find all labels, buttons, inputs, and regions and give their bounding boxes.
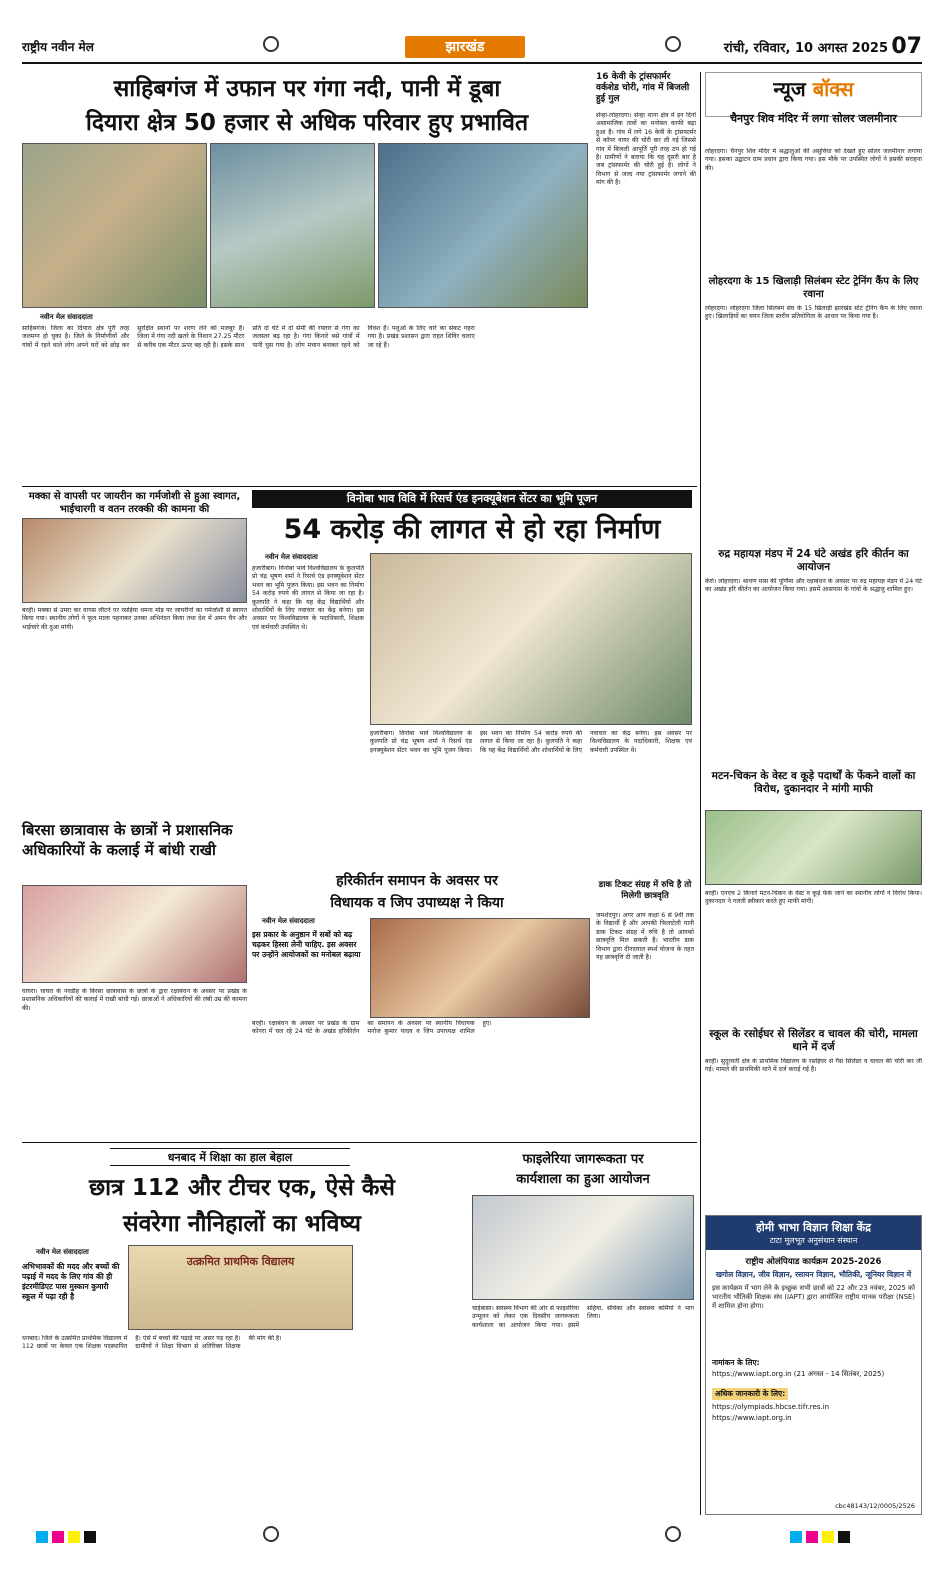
ad-subtitle: टाटा मूलभूत अनुसंधान संस्थान: [769, 1236, 858, 1245]
cyan-swatch: [36, 1531, 48, 1543]
dhanbad-body: धनबाद। जिले के उत्क्रमित प्राथमिक विद्यालय में 112 छात्रों पर केवल एक शिक्षक पदस्थापित हैं। ऐसे में बच्चों की पढ़ाई पर असर पड़ रहा है। ग्रामीणों ने शिक्षा विभाग से अतिरिक्त शिक्षक की मांग की है।: [22, 1335, 282, 1351]
school-sign-text: उत्क्रमित प्राथमिक विद्यालय: [186, 1255, 295, 1268]
lead-photo-3: [378, 143, 588, 308]
registration-mark-icon: [665, 36, 681, 52]
vinoba-photo: [370, 553, 692, 725]
harikirtan-pullquote: इस प्रकार के अनुष्ठान में सबों को बढ़ चढ़कर हिस्सा लेनी चाहिए. इस अवसर पर उन्होंने आयोजकों का मनोबल बढ़ाया: [252, 930, 361, 959]
newsbox-item-4-body: बरही। एनएच 2 किनारे मटन-चिकन के वेस्ट व कूड़े फेंके जाने का स्थानीय लोगों ने विरोध किया। दुकानदार ने गलती स्वीकार करते हुए माफी मांगी।: [705, 890, 922, 906]
news-box-title-b: बॉक्स: [812, 77, 854, 101]
dak-body: जमशेदपुर। अगर आप कक्षा 6 से 9वीं तक के विद्यार्थी हैं और आपकी फिलाटेली यानी डाक टिकट संग्रह में रुचि है तो आपको छात्रवृत्ति मिल सकती है। भारतीय डाक विभाग द्वारा दीनदयाल स्पर्श योजना के तहत यह छात्रवृत्ति दी जाती है।: [596, 912, 694, 962]
dhanbad-headline-line1: छात्र 112 और टीचर एक, ऐसे कैसे: [89, 1175, 395, 1201]
dhanbad-headline-line2: संवरेगा नौनिहालों का भविष्य: [123, 1211, 361, 1237]
magenta-swatch: [52, 1531, 64, 1543]
lead-byline: नवीन मेल संवाददाता: [40, 313, 93, 321]
side-story-headline: 16 केवी के ट्रांसफार्मर वर्कशेड चोरी, गांव में बिजली हुई गुल: [596, 72, 690, 104]
ad-subjects: खगोल विज्ञान, जीव विज्ञान, रसायन विज्ञान, भौतिकी, जूनियर विज्ञान में: [715, 1270, 912, 1279]
vinoba-byline: नवीन मेल संवाददाता: [265, 553, 318, 561]
newsbox-item-2-body: लोहरदगा। लोहरदगा जिला सिलंबम संघ के 15 खिलाड़ी झारखंड स्टेट ट्रेनिंग कैंप के लिए रवाना हुए। खिलाड़ियों का चयन जिला स्तरीय प्रतियोगिता के आधार पर किया गया है।: [705, 305, 922, 321]
harikirtan-headline-line2: विधायक व जिप उपाध्यक्ष ने किया: [330, 895, 504, 911]
dhanbad-pullquote: अभिभावकों की मदद और बच्चों की पढ़ाई में मदद के लिए गांव की ही इंटरमीडिएट पास मुस्कान कुमारी स्कूल में पढ़ा रही है: [22, 1262, 120, 1301]
black-swatch: [84, 1531, 96, 1543]
mecca-body: बरही। मक्का से उमरा कर वापस लौटने पर रसोईया धमना मोड़ पर जायरीनों का गर्मजोशी से स्वागत किया गया। स्थानीय लोगों ने फूल माला पहनाकर उनका अभिनंदन किया तथा देश में अमन चैन और भाईचारे की दुआ मांगी।: [22, 607, 247, 631]
mecca-photo: [22, 518, 247, 603]
cyan-swatch: [790, 1531, 802, 1543]
column-divider: [700, 72, 701, 1515]
ad-enroll-label: नामांकन के लिए:: [712, 1358, 760, 1367]
filaria-headline: [472, 1150, 694, 1190]
ad-hbcse-link[interactable]: https://olympiads.hbcse.tifr.res.in: [712, 1403, 830, 1411]
vinoba-body: हजारीबाग। विनोबा भावे विश्वविद्यालय के कुलपति प्रो चंद्र भूषण शर्मा ने रिसर्च एंड इनक्यूबेशन सेंटर भवन का भूमि पूजन किया। इस भवन का निर्माण 54 करोड़ रुपये की लागत से किया जा रहा है। कुलपति ने कहा कि यह केंद्र विद्यार्थियों और शोधार्थियों के लिए नवाचार का केंद्र बनेगा। इस अवसर पर विश्वविद्यालय के पदाधिकारी, शिक्षक एवं कर्मचारी उपस्थित थे।: [252, 565, 364, 631]
ad-header: [706, 1216, 921, 1250]
side-story-body: सेन्हा-लोहरदगा। सेन्हा थाना क्षेत्र में इन दिनों असामाजिक तत्वों का मनोबल काफी बढ़ा हुआ है। गांव में लगे 16 केवी के ट्रांसफार्मर से कॉपर वायर की चोरी कर ली गई जिससे गांव में बिजली आपूर्ति पूरी तरह ठप हो गई है। ग्रामीणों ने बताया कि यह दूसरी बार है जब ट्रांसफार्मर की चोरी हुई है। लोगों ने विभाग से जल्द नया ट्रांसफार्मर लगाने की मांग की है।: [596, 112, 696, 187]
dhanbad-byline: नवीन मेल संवाददाता: [36, 1248, 89, 1256]
birsa-photo: [22, 885, 247, 983]
newsbox-item-2-headline: लोहरदगा के 15 खिलाड़ी सिलंबम स्टेट ट्रेनिंग कैंप के लिए रवाना: [708, 276, 919, 300]
ad-code: cbc48143/12/0005/2526: [835, 1502, 915, 1510]
newsbox-item-1-headline: चैनपुर शिव मंदिर में लगा सोलर जलमीनार: [730, 112, 897, 125]
print-color-bar: [790, 1528, 854, 1542]
yellow-swatch: [822, 1531, 834, 1543]
news-box-title-a: न्यूज: [773, 77, 813, 101]
dhanbad-photo: [128, 1245, 353, 1330]
newsbox-item-3-headline: रुद्र महायज्ञ मंडप में 24 घंटे अखंड हरि कीर्तन का आयोजन: [718, 548, 909, 573]
ad-more-label: अधिक जानकारी के लिए:: [712, 1388, 788, 1400]
newsbox-item-5-headline: स्कूल के रसोईघर से सिलेंडर व चावल की चोरी, मामला थाने में दर्ज: [709, 1028, 918, 1053]
harikirtan-body: बरही। रक्षाबंधन के अवसर पर प्रखंड के ग्राम कोनरा में चल रहे 24 घंटे के अखंड हरिकीर्तन का समापन के अवसर पर स्थानीय विधायक मनोज कुमार यादव व जिप उपाध्यक्ष शामिल हुए।: [252, 1020, 492, 1036]
lead-photo-2: [210, 143, 375, 308]
filaria-body: चाईबासा। स्वास्थ्य विभाग की ओर से फाइलेरिया उन्मूलन को लेकर एक दिवसीय जागरूकता कार्यशाला का आयोजन किया गया। इसमें सहिया, सेविका और स्वास्थ्य कर्मियों ने भाग लिया।: [472, 1305, 694, 1329]
filaria-headline-line1: फाइलेरिया जागरूकता पर: [522, 1152, 644, 1167]
mecca-headline: मक्का से वापसी पर जायरीन का गर्मजोशी से हुआ स्वागत, भाईचारगी व वतन तरक्की की कामना की: [28, 491, 241, 515]
dak-headline: डाक टिकट संग्रह में रुचि है तो मिलेगी छात्रवृति: [598, 880, 692, 901]
ad-iapt-link[interactable]: https://www.iapt.org.in: [712, 1414, 792, 1422]
dhanbad-banner: धनबाद में शिक्षा का हाल बेहाल: [110, 1148, 350, 1166]
ad-title: होमी भाभा विज्ञान शिक्षा केंद्र: [756, 1221, 871, 1234]
newsbox-item-4-photo: [705, 810, 922, 885]
newsbox-item-5-body: बरही। सुदूरवर्ती क्षेत्र के प्राथमिक विद्यालय के रसोईघर से गैस सिलेंडर व चावल की चोरी कर ली गई। मामले की प्राथमिकी थाने में दर्ज कराई गई है।: [705, 1058, 922, 1074]
vinoba-banner: विनोबा भाव विवि में रिसर्च एंड इनक्यूबेशन सेंटर का भूमि पूजन: [252, 490, 692, 508]
harikirtan-byline: नवीन मेल संवाददाता: [262, 917, 315, 925]
hbcse-advertisement: [705, 1215, 922, 1515]
magenta-swatch: [806, 1531, 818, 1543]
black-swatch: [838, 1531, 850, 1543]
newsbox-item-4-headline: मटन-चिकन के वेस्ट व कूड़े पदार्थों के फेंकने वालों का विरोध, दुकानदार ने मांगी माफी: [711, 770, 916, 795]
registration-mark-icon: [263, 36, 279, 52]
newsbox-item-1-body: लोहरदगा। चैनपुर शिव मंदिर में श्रद्धालुओं की असुविधा को देखते हुए सोलर जलमीनार लगाया गया। इसका उद्घाटन ग्राम प्रधान द्वारा किया गया। इस मौके पर उपस्थित लोगों ने इसकी सराहना की।: [705, 148, 922, 172]
dateline: रांची, रविवार, 10 अगस्त 2025: [723, 41, 888, 56]
ad-enroll-link[interactable]: https://www.iapt.org.in (21 अगस्त - 14 सितंबर, 2025): [712, 1370, 885, 1378]
registration-mark-icon: [263, 1526, 279, 1542]
lead-headline-line2: दियारा क्षेत्र 50 हजार से अधिक परिवार हुए प्रभावित: [85, 110, 529, 136]
registration-mark-icon: [665, 1526, 681, 1542]
dhanbad-headline: [22, 1170, 462, 1242]
ad-program: राष्ट्रीय ओलंपियाड कार्यक्रम 2025-2026: [745, 1257, 882, 1267]
section-divider: [22, 1142, 697, 1143]
birsa-body: घाघरा। घाघरा के नवडीह के बिरसा छात्रावास के छात्रों के द्वारा रक्षाबंधन के अवसर पर प्रखंड के प्रशासनिक अधिकारियों की कलाई में राखी बांधी गई। छात्राओं ने अधिकारियों की लंबी उम्र की कामना की।: [22, 988, 247, 1012]
news-box-header: [705, 72, 922, 117]
newsbox-item-3-body: केरो। लोहरदगा। श्रावण मास की पूर्णिमा और रक्षाबंधन के अवसर पर रुद्र महायज्ञ मंडप में 24 घंटे का अखंड हरि कीर्तन का आयोजन किया गया। इसमें आसपास के गांवों के श्रद्धालु शामिल हुए।: [705, 578, 922, 594]
birsa-headline: बिरसा छात्रावास के छात्रों ने प्रशासनिक अधिकारियों के कलाई में बांधी राखी: [22, 821, 233, 859]
masthead: [22, 34, 922, 64]
print-color-bar: [36, 1528, 100, 1542]
lead-photo-1: [22, 143, 207, 308]
vinoba-headline: 54 करोड़ की लागत से हो रहा निर्माण: [283, 514, 661, 545]
harikirtan-headline: [252, 870, 582, 914]
section-divider: [22, 486, 697, 487]
yellow-swatch: [68, 1531, 80, 1543]
news-box-title: [706, 75, 921, 102]
page-number: 07: [891, 34, 922, 59]
section-label: झारखंड: [405, 36, 525, 58]
filaria-headline-line2: कार्यशाला का हुआ आयोजन: [516, 1172, 650, 1187]
lead-headline: [22, 72, 592, 140]
harikirtan-headline-line1: हरिकीर्तन समापन के अवसर पर: [336, 873, 498, 889]
filaria-photo: [472, 1195, 694, 1300]
lead-headline-line1: साहिबगंज में उफान पर गंगा नदी, पानी में डूबा: [113, 76, 501, 102]
lead-body: साहिबगंज। जिला का दियारा क्षेत्र पूरी तरह जलमग्न हो चुका है। जिले के निर्माणीयों और गांवों में रहने वाले लोग अपने घरों को छोड़ कर सुरक्षित स्थानों पर शरण लेने को मजबूर हैं। जिला में गंगा नदी खतरे के निशान 27.25 मीटर से करीब एक मीटर ऊपर बह रही है। इसके साथ प्रति दो घंटे में दो सेमी की रफ्तार से गंगा का जलस्तर बढ़ रहा है। गंगा किनारे बसे गांवों में पानी घुस गया है। लोग मचान बनाकर रहने को विवश हैं। पशुओं के लिए चारे का संकट गहरा गया है। प्रखंड प्रशासन द्वारा राहत शिविर चलाए जा रहे हैं।: [22, 325, 475, 349]
paper-name: राष्ट्रीय नवीन मेल: [22, 40, 94, 54]
vinoba-body-continued: हजारीबाग। विनोबा भावे विश्वविद्यालय के कुलपति प्रो चंद्र भूषण शर्मा ने रिसर्च एंड इनक्यूबेशन सेंटर भवन का भूमि पूजन किया। इस भवन का निर्माण 54 करोड़ रुपये की लागत से किया जा रहा है। कुलपति ने कहा कि यह केंद्र विद्यार्थियों और शोधार्थियों के लिए नवाचार का केंद्र बनेगा। इस अवसर पर विश्वविद्यालय के पदाधिकारी, शिक्षक एवं कर्मचारी उपस्थित थे।: [370, 730, 692, 754]
ad-body: इस कार्यक्रम में भाग लेने के इच्छुक सभी छात्रों को 22 और 23 नवंबर, 2025 को भारतीय भौतिकी शिक्षक संघ (IAPT) द्वारा आयोजित राष्ट्रीय मानक परीक्षा (NSE) में शामिल होना होगा।: [712, 1284, 915, 1310]
harikirtan-photo: [370, 918, 590, 1018]
